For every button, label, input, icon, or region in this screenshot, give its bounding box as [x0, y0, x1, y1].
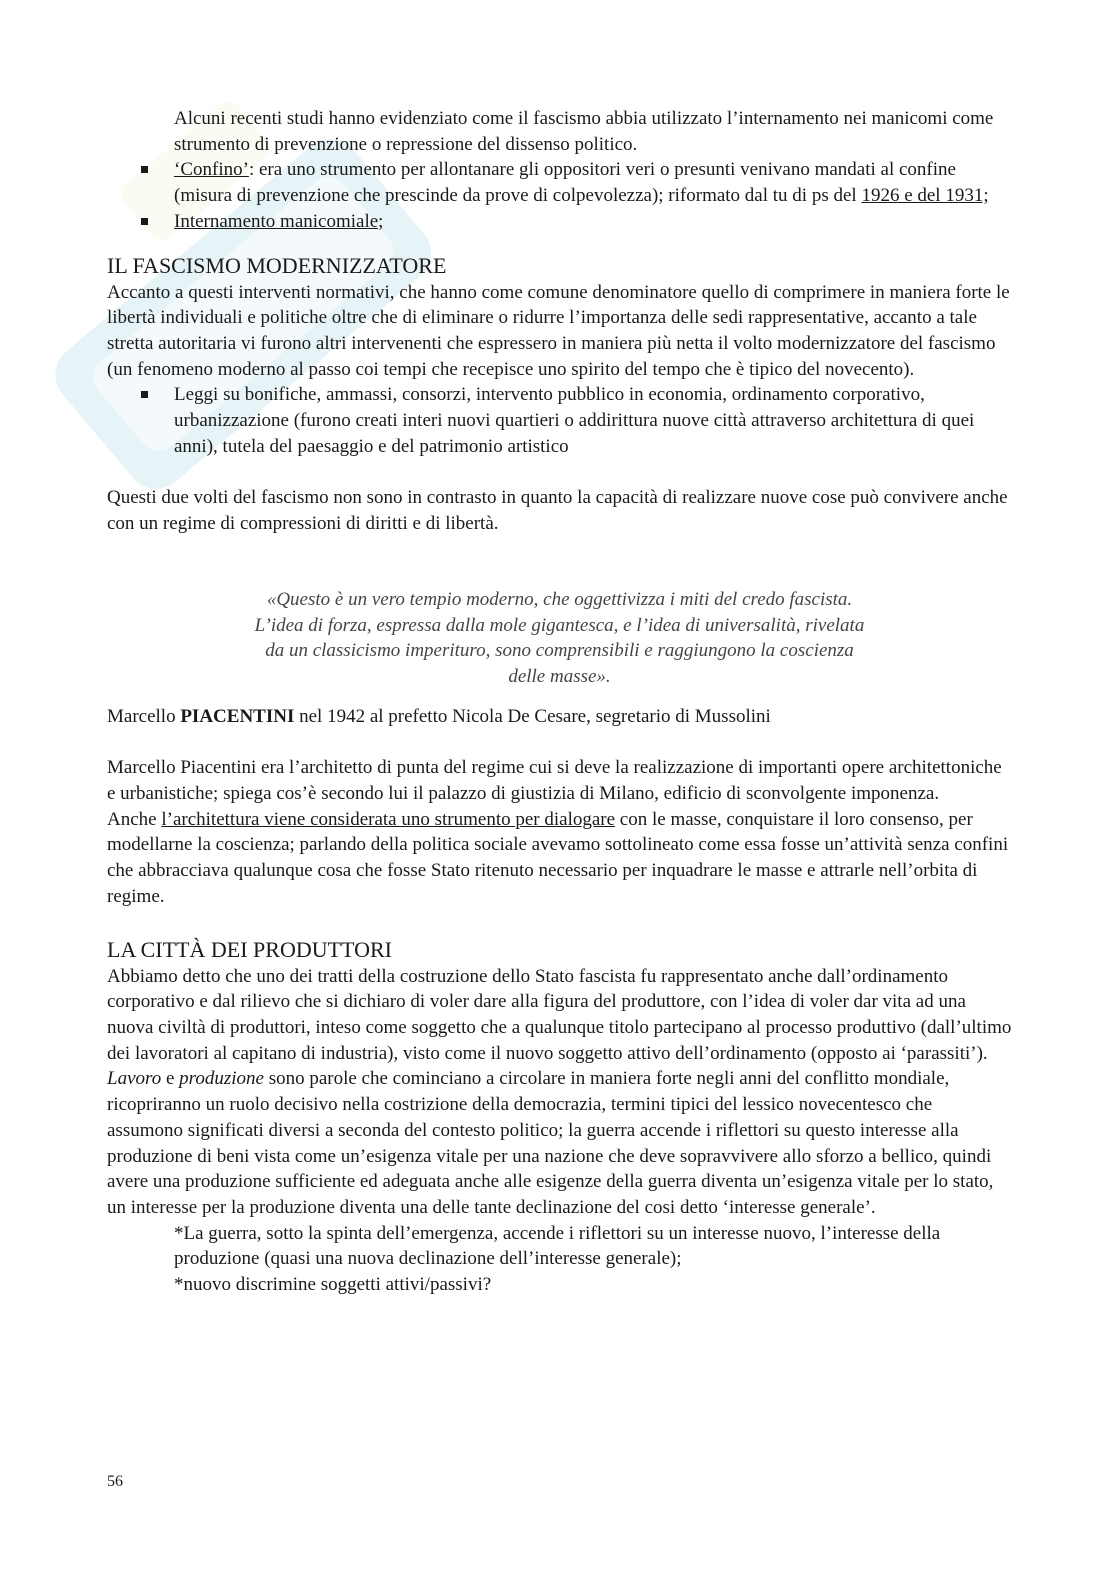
page-number: 56 [107, 1473, 123, 1490]
architecture-paragraph: Anche l’architettura viene considerata uno strumento per dialogare con le masse, conquistare il loro consenso, per modellarne la coscienza; parlando della politica sociale avevamo sottolineato come essa fosse un’attività senza confini che abbracciava qualunque cosa che fosse Stato ritenuto necessario per inquadrare le masse e attrarle nell’orbita di regime. [107, 808, 1009, 907]
section-heading-modernizzatore: IL FASCISMO MODERNIZZATORE [107, 252, 447, 278]
note-1: *La guerra, sotto la spinta dell’emergenza, accende i riflettori su un interesse nuovo, l’interesse della produzione (quasi una nuova declinazione dell’interesse generale); [174, 1222, 941, 1270]
quote-attribution: Marcello PIACENTINI nel 1942 al prefetto Nicola De Cesare, segretario di Mussolini [107, 705, 771, 727]
years-link[interactable]: 1926 e del 1931; [861, 185, 989, 207]
list-item-internamento: Internamento manicomiale; [107, 209, 1012, 235]
section-heading-produttori: LA CITTÀ DEI PRODUTTORI [107, 936, 392, 962]
section-1-paragraph-2: Questi due volti del fascismo non sono in contrasto in quanto la capacità di realizzare nuove cose può convivere anche con un regime di compressioni di diritti e di libertà. [107, 487, 1008, 535]
top-paragraph: Alcuni recenti studi hanno evidenziato come il fascismo abbia utilizzato l’internamento nei manicomi come strumento di prevenzione o repressione del dissenso politico. [174, 108, 994, 155]
document-page [107, 106, 1012, 1298]
confino-link[interactable]: ‘Confino’ [174, 159, 249, 181]
list-item-confino [107, 157, 1012, 208]
bullet-list-2 [107, 382, 1012, 459]
section-2-paragraph: Abbiamo detto che uno dei tratti della costruzione dello Stato fascista fu rappresentato anche dall’ordinamento corporativo e dal rilievo che si dichiaro di voler dare alla figura del produttore, con l’idea di voler dar vita ad una nuova civiltà di produttori, inteso come soggetto che a qualunque titolo partecipano al processo produttivo (dall’ultimo dei lavoratori al capitano di industria), visto come il nuovo soggetto attivo dell’ordinamento (opposto ai ‘parassiti’). [107, 965, 1012, 1064]
confino-text: : era uno strumento per allontanare gli oppositori veri o presunti venivano mandati al confine (misura di prevenzione che prescinde da prove di colpevolezza); riformato dal tu di ps del [174, 159, 956, 207]
quote-block: «Questo è un vero tempio moderno, che oggettivizza i miti del credo fascista. L’idea di forza, espressa dalla mole gigantesca, e l’idea di universalità, rivelata da un classicismo imperituro, sono comprensibili e raggiungono la coscienza delle masse». [254, 588, 865, 687]
list-item-leggi: Leggi su bonifiche, ammassi, consorzi, intervento pubblico in economia, ordinamento corporativo, urbanizzazione (furono creati interi nuovi quartieri o addirittura nuove città attraverso architettura di quei anni), tutela del paesaggio e del patrimonio artistico [107, 382, 1012, 459]
section-2-paragraph-2: Lavoro e produzione sono parole che cominciano a circolare in maniera forte negli anni del conflitto mondiale, ricopriranno un ruolo decisivo nella costrizione della democrazia, termini tipici del lessico novecentesco che assumono significati diversi a seconda del contesto politico; la guerra accende i riflettori su questo interesse alla produzione di beni vista come un’esigenza vitale per una nazione che deve sopravvivere allo sforzo a bellico, quindi avere una produzione sufficiente ed adeguata anche alle esigenze della guerra diventa un’esigenza vitale per lo stato, un interesse per la produzione diventa una delle tante declinazione del cosi detto ‘interesse generale’. [107, 1068, 994, 1218]
bullet-list-1 [107, 157, 1012, 234]
piacentini-paragraph: Marcello Piacentini era l’architetto di punta del regime cui si deve la realizzazione di importanti opere architettoniche e urbanistiche; spiega cos’è secondo lui il palazzo di giustizia di Milano, edificio di sconvolgente imponenza. [107, 757, 1002, 805]
internamento-link[interactable]: Internamento manicomiale [174, 210, 379, 232]
section-1-paragraph: Accanto a questi interventi normativi, che hanno come comune denominatore quello di comprimere in maniera forte le libertà individuali e politiche oltre che di eliminare o ridurre l’importanza delle sedi rappresentative, accanto a tale stretta autoritaria vi furono altri intervenenti che espressero in maniera più netta il volto modernizzatore del fascismo (un fenomeno moderno al passo coi tempi che recepisce uno spirito del tempo che è tipico del novecento). [107, 281, 1010, 380]
note-2: *nuovo discrimine soggetti attivi/passivi? [174, 1274, 492, 1296]
architecture-underline: l’architettura viene considerata uno strumento per dialogare [161, 808, 616, 830]
